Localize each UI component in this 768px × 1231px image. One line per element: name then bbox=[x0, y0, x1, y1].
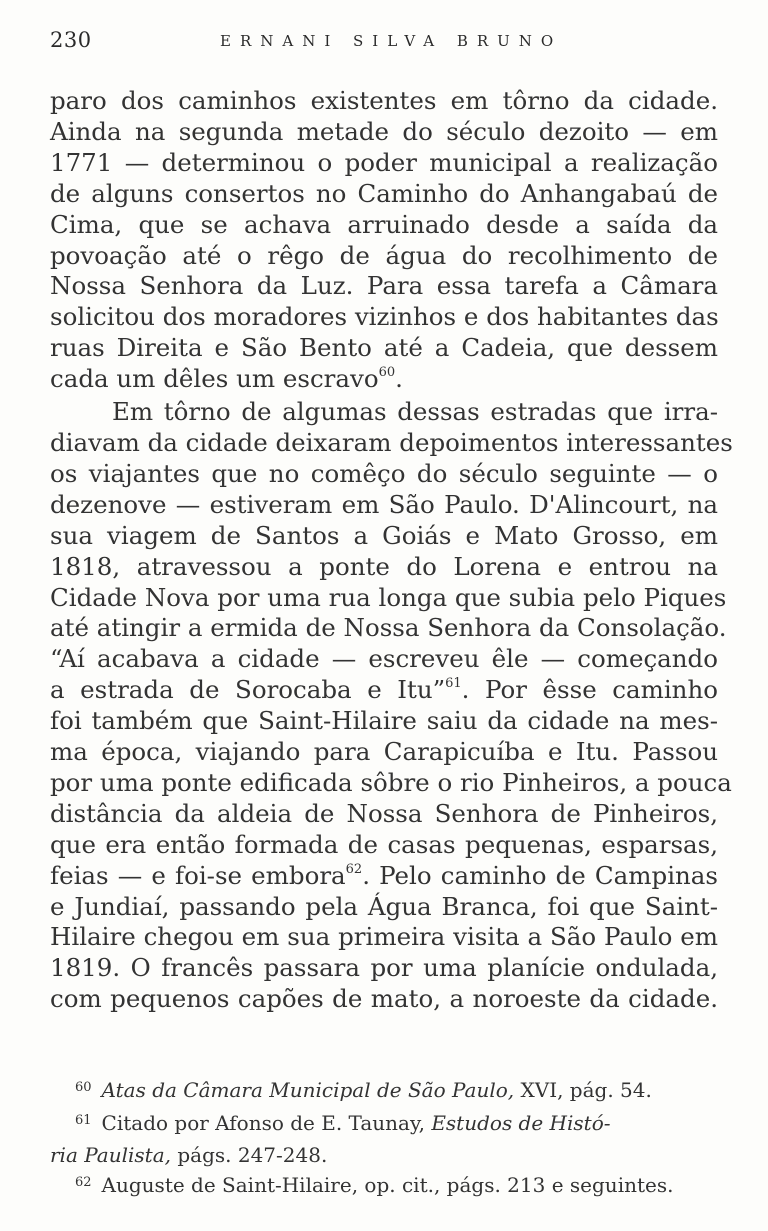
text-line: distância da aldeia de Nossa Senhora de Pinheiros, bbox=[50, 798, 718, 828]
text-segment: a estrada de Sorocaba e Itu” bbox=[50, 675, 446, 705]
text-segment: . bbox=[395, 364, 403, 394]
footnote-text: págs. 247-248. bbox=[170, 1143, 328, 1167]
footnote-61 bbox=[50, 1109, 720, 1142]
text-line: e Jundiaí, passando pela Água Branca, foi que Saint- bbox=[50, 891, 718, 921]
footnotes bbox=[50, 1076, 720, 1203]
text-line bbox=[50, 364, 718, 395]
text-line: Hilaire chegou em sua primeira visita a São Paulo em bbox=[50, 922, 718, 952]
paragraph-2 bbox=[50, 397, 733, 1015]
footnote-text: Auguste de Saint-Hilaire, op. cit., págs. 213 e seguintes. bbox=[101, 1172, 674, 1197]
text-line: diavam da cidade deixaram depoimentos interessantes bbox=[50, 427, 733, 457]
text-line: os viajantes que no comêço do século seguinte — o bbox=[50, 458, 718, 488]
text-segment: feias — e foi-se embora bbox=[50, 860, 346, 890]
text-line: de alguns consertos no Caminho do Anhangabaú de bbox=[50, 178, 718, 208]
text-line: Em tôrno de algumas dessas estradas que irra- bbox=[112, 397, 718, 427]
footnote-number: 62 bbox=[75, 1174, 92, 1190]
footnote-ref-62: 62 bbox=[345, 861, 363, 877]
text-line: paro dos caminhos existentes em tôrno da cidade. bbox=[50, 86, 718, 115]
footnote-title: ria Paulista, bbox=[50, 1143, 171, 1167]
text-segment: . Pelo caminho de Campinas bbox=[362, 860, 718, 890]
text-line: Cidade Nova por uma rua longa que subia pelo Piques bbox=[50, 582, 727, 612]
text-line: por uma ponte edificada sôbre o rio Pinheiros, a pouca bbox=[50, 767, 732, 797]
text-line: ma época, viajando para Carapicuíba e Itu. Passou bbox=[50, 737, 718, 767]
text-line: 1771 — determinou o poder municipal a realização bbox=[50, 147, 718, 177]
footnote-ref-61: 61 bbox=[445, 676, 462, 692]
footnote-title: Estudos de Histó- bbox=[431, 1110, 611, 1135]
page-number: 230 bbox=[50, 28, 92, 52]
text-line: Nossa Senhora da Luz. Para essa tarefa a Câmara bbox=[50, 271, 718, 301]
text-line bbox=[50, 675, 718, 706]
footnote-62 bbox=[50, 1171, 720, 1204]
footnote-text: XVI, pág. 54. bbox=[514, 1078, 652, 1102]
text-line: “Aí acabava a cidade — escreveu êle — começando bbox=[50, 644, 718, 674]
running-head: ERNANI SILVA BRUNO bbox=[220, 32, 563, 50]
text-line: Ainda na segunda metade do século dezoito — em bbox=[50, 116, 718, 146]
footnote-text: Citado por Afonso de E. Taunay, bbox=[101, 1110, 432, 1135]
footnote-number: 61 bbox=[75, 1112, 92, 1128]
text-line: até atingir a ermida de Nossa Senhora da Consolação. bbox=[50, 613, 727, 643]
text-segment: cada um dêles um escravo bbox=[50, 364, 379, 394]
text-line: sua viagem de Santos a Goiás e Mato Grosso, em bbox=[50, 520, 718, 550]
footnote-number: 60 bbox=[75, 1080, 92, 1095]
footnote-60 bbox=[50, 1076, 720, 1109]
text-line: que era então formada de casas pequenas, esparsas, bbox=[50, 829, 718, 859]
text-line: foi também que Saint-Hilaire saiu da cidade na mes- bbox=[50, 706, 718, 736]
text-line: ruas Direita e São Bento até a Cadeia, que dessem bbox=[50, 333, 718, 363]
footnote-61-continued bbox=[50, 1141, 720, 1171]
text-line: povoação até o rêgo de água do recolhimento de bbox=[50, 240, 718, 270]
page-header bbox=[50, 28, 718, 56]
footnote-title: Atas da Câmara Municipal de São Paulo, bbox=[101, 1078, 515, 1102]
text-line: 1818, atravessou a ponte do Lorena e entrou na bbox=[50, 551, 718, 581]
text-line bbox=[50, 861, 718, 892]
text-line: Cima, que se achava arruinado desde a saída da bbox=[50, 209, 718, 239]
text-line: dezenove — estiveram em São Paulo. D'Alincourt, na bbox=[50, 489, 718, 519]
body-text bbox=[50, 86, 733, 1015]
paragraph-1 bbox=[50, 86, 718, 395]
text-line: 1819. O francês passara por uma planície ondulada, bbox=[50, 953, 718, 983]
footnote-ref-60: 60 bbox=[378, 365, 396, 380]
text-line: solicitou dos moradores vizinhos e dos habitantes das bbox=[50, 302, 719, 332]
text-segment: . Por êsse caminho bbox=[461, 675, 718, 705]
text-line: com pequenos capões de mato, a noroeste da cidade. bbox=[50, 984, 718, 1014]
